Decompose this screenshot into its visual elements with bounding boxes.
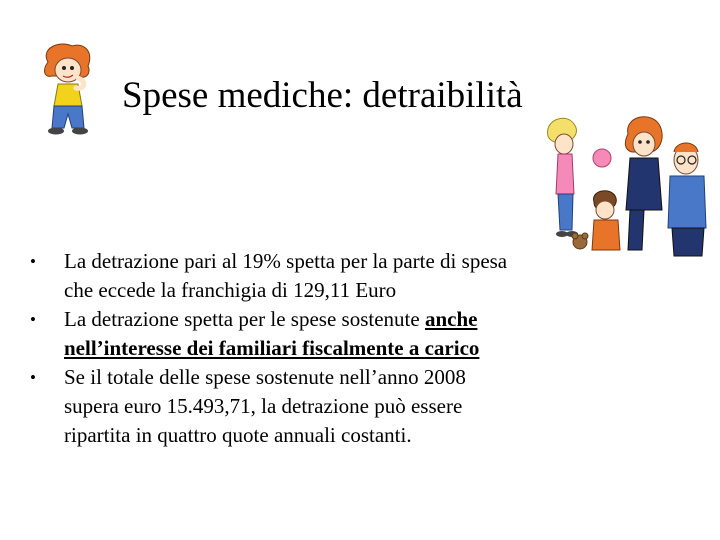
bullet-1-line-2: che eccede la franchigia di 129,11 Euro xyxy=(64,278,397,302)
bullet-marker: • xyxy=(30,252,36,271)
bullet-item xyxy=(28,305,668,363)
cartoon-family-illustration xyxy=(540,110,710,265)
slide-title: Spese mediche: detraibilità xyxy=(122,75,523,116)
bullet-marker: • xyxy=(30,310,36,329)
bullet-2-text: La detrazione spetta per le spese sostenute xyxy=(64,307,425,331)
bullet-item xyxy=(28,363,668,450)
bullet-3-line-1: Se il totale delle spese sostenute nell’anno 2008 xyxy=(64,365,466,389)
bullet-2-emphasis-anche: anche xyxy=(424,307,478,331)
bullet-1-line-1: La detrazione pari al 19% spetta per la parte di spesa xyxy=(64,249,508,273)
bullet-marker: • xyxy=(30,368,36,387)
bullet-list xyxy=(28,247,668,450)
bullet-2-line-2 xyxy=(64,334,668,363)
bullet-3-line-3: ripartita in quattro quote annuali costanti. xyxy=(64,423,412,447)
bullet-item xyxy=(28,247,668,305)
bullet-3-line-2: supera euro 15.493,71, la detrazione può essere xyxy=(64,394,463,418)
bullet-2-emphasis-familiari: nell’interesse dei familiari fiscalmente a carico xyxy=(64,336,480,360)
cartoon-woman-illustration xyxy=(30,40,110,140)
bullet-2-line-1 xyxy=(64,305,668,334)
